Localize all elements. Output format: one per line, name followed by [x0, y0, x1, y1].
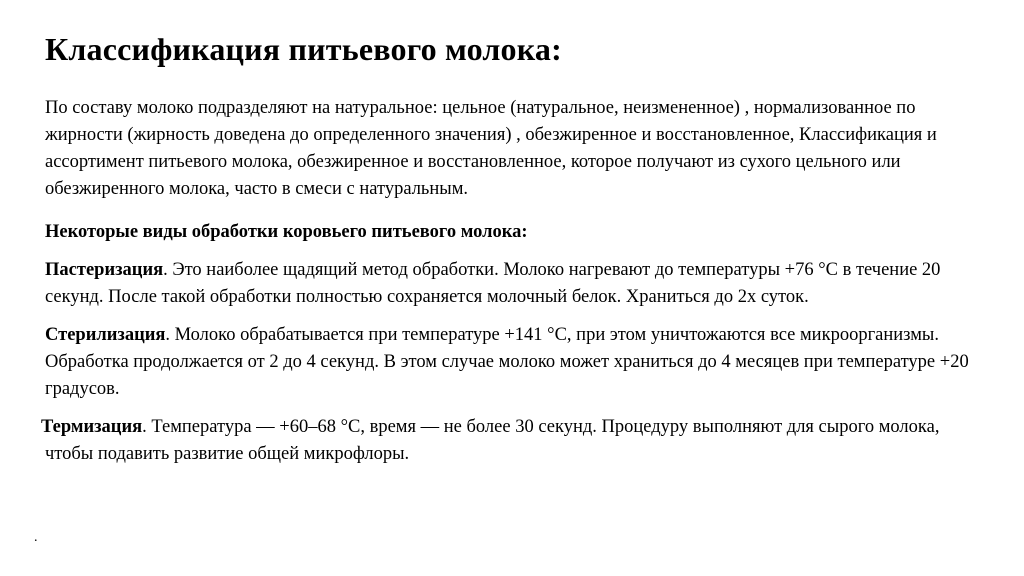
treatment-thermization — [41, 414, 985, 468]
treatments-subheading: Некоторые виды обработки коровьего питьевого молока: — [45, 222, 528, 242]
treatment-name: Термизация — [41, 417, 143, 437]
treatment-sterilization — [45, 322, 985, 403]
slide-title: Классификация питьевого молока: — [45, 31, 562, 67]
treatment-description: . Температура — +60–68 °С, время — не более 30 секунд. Процедуру выполняют для сырого молока, чтобы подавить развитие общей микрофлоры. — [45, 417, 940, 464]
intro-paragraph: По составу молоко подразделяют на натуральное: цельное (натуральное, неизмененное) , нормализованное по жирности (жирность доведена до определенного значения) , обезжиренное и восстановленное, Классификация и ассортимент питьевого молока, обезжиренное и восстановленное, которое получают из сухого цельного или обезжиренного молока, часто в смеси с натуральным. — [45, 98, 937, 199]
slide-body — [41, 95, 985, 468]
treatment-name: Стерилизация — [45, 325, 166, 345]
treatment-description: . Это наиболее щадящий метод обработки. Молоко нагревают до температуры +76 °С в течение 20 секунд. После такой обработки полностью сохраняется молочный белок. Храниться до 2х суток. — [45, 260, 941, 307]
treatment-pasteurization — [45, 257, 985, 311]
footer-mark: . — [34, 530, 38, 545]
treatment-description: . Молоко обрабатывается при температуре +141 °С, при этом уничтожаются все микроорганизмы. Обработка продолжается от 2 до 4 секунд. В этом случае молоко может храниться до 4 месяцев при температуре +20 градусов. — [45, 325, 969, 399]
treatment-name: Пастеризация — [45, 260, 164, 280]
